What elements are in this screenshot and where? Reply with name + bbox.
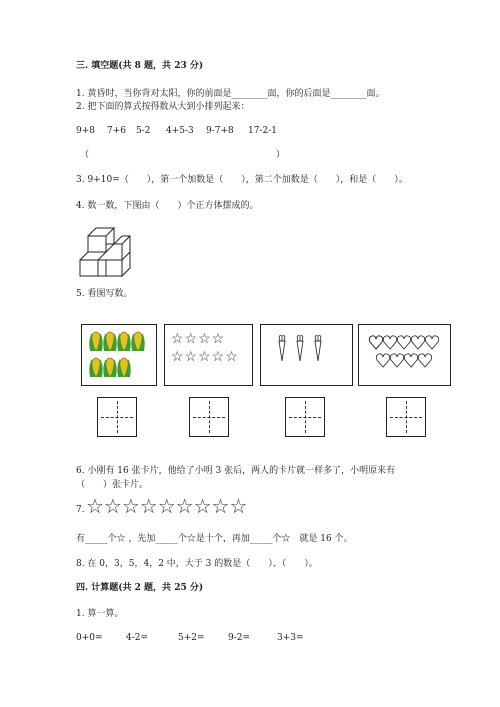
star-icon-row: ☆☆☆☆☆☆☆☆☆ (86, 494, 248, 518)
picture-box-carrots (260, 324, 353, 386)
section3-title: 三. 填空题(共 8 题，共 23 分) (76, 61, 204, 71)
answer-grid[interactable] (189, 397, 229, 437)
corn-icon (88, 329, 150, 381)
calc-expr: 5+2= (178, 633, 205, 643)
q2-expr: 9+8 (76, 126, 95, 136)
star-icon-row: ☆☆☆☆ (171, 331, 226, 347)
star-icon-row: ☆☆☆☆☆ (171, 349, 239, 365)
question-7-label: 7. (76, 505, 85, 515)
question-1: 1. 黄昏时，当你背对太阳，你的前面是________面，你的后面是________面。 (76, 89, 385, 99)
question-4: 4. 数一数，下图由（ ）个正方体摆成的。 (76, 201, 259, 211)
section4-title: 四. 计算题(共 2 题，共 25 分) (76, 583, 204, 593)
picture-box-stars (164, 324, 253, 386)
picture-box-corn (81, 324, 157, 386)
question-2: 2. 把下面的算式按得数从大到小排列起来： (76, 102, 250, 112)
question-3: 3. 9+10=（ ），第一个加数是（ ），第二个加数是（ ），和是（ ）。 (76, 175, 408, 185)
calc-expr: 3+3= (277, 633, 304, 643)
answer-grid[interactable] (97, 397, 137, 437)
calc-expr: 0+0= (76, 633, 103, 643)
calc-question-1: 1. 算一算。 (76, 609, 124, 619)
q2-expr: 17-2-1 (248, 126, 277, 136)
question-8: 8. 在 0，3，5，4，2 中，大于 3 的数是（ ）、（ ）。 (76, 559, 318, 569)
calc-expr: 9-2= (228, 633, 251, 643)
q2-expr: 9-7+8 (206, 126, 234, 136)
q2-expr: 5-2 (136, 126, 151, 136)
question-6: 6. 小刚有 16 张卡片，他给了小明 3 张后，两人的卡片就一样多了，小明原来有 (76, 466, 396, 476)
q2-expr: 4+5-3 (166, 126, 194, 136)
question-5: 5. 看图写数。 (76, 289, 133, 299)
answer-grid[interactable] (386, 397, 426, 437)
q2-answer-close: ） (276, 150, 286, 160)
heart-icon (369, 335, 441, 373)
cube-stack-figure (76, 226, 132, 284)
question-6-cont: （ ）张卡片。 (76, 480, 149, 490)
carrot-icon (275, 335, 335, 365)
answer-grid[interactable] (285, 397, 325, 437)
question-7-text: 有_____个☆ ，先加_____个☆是十个，再加_____个☆ 就是 16 个。 (76, 534, 353, 544)
calc-expr: 4-2= (126, 633, 149, 643)
picture-box-hearts (358, 324, 451, 386)
q2-answer-open: （ (80, 150, 90, 160)
q2-expr: 7+6 (107, 126, 126, 136)
